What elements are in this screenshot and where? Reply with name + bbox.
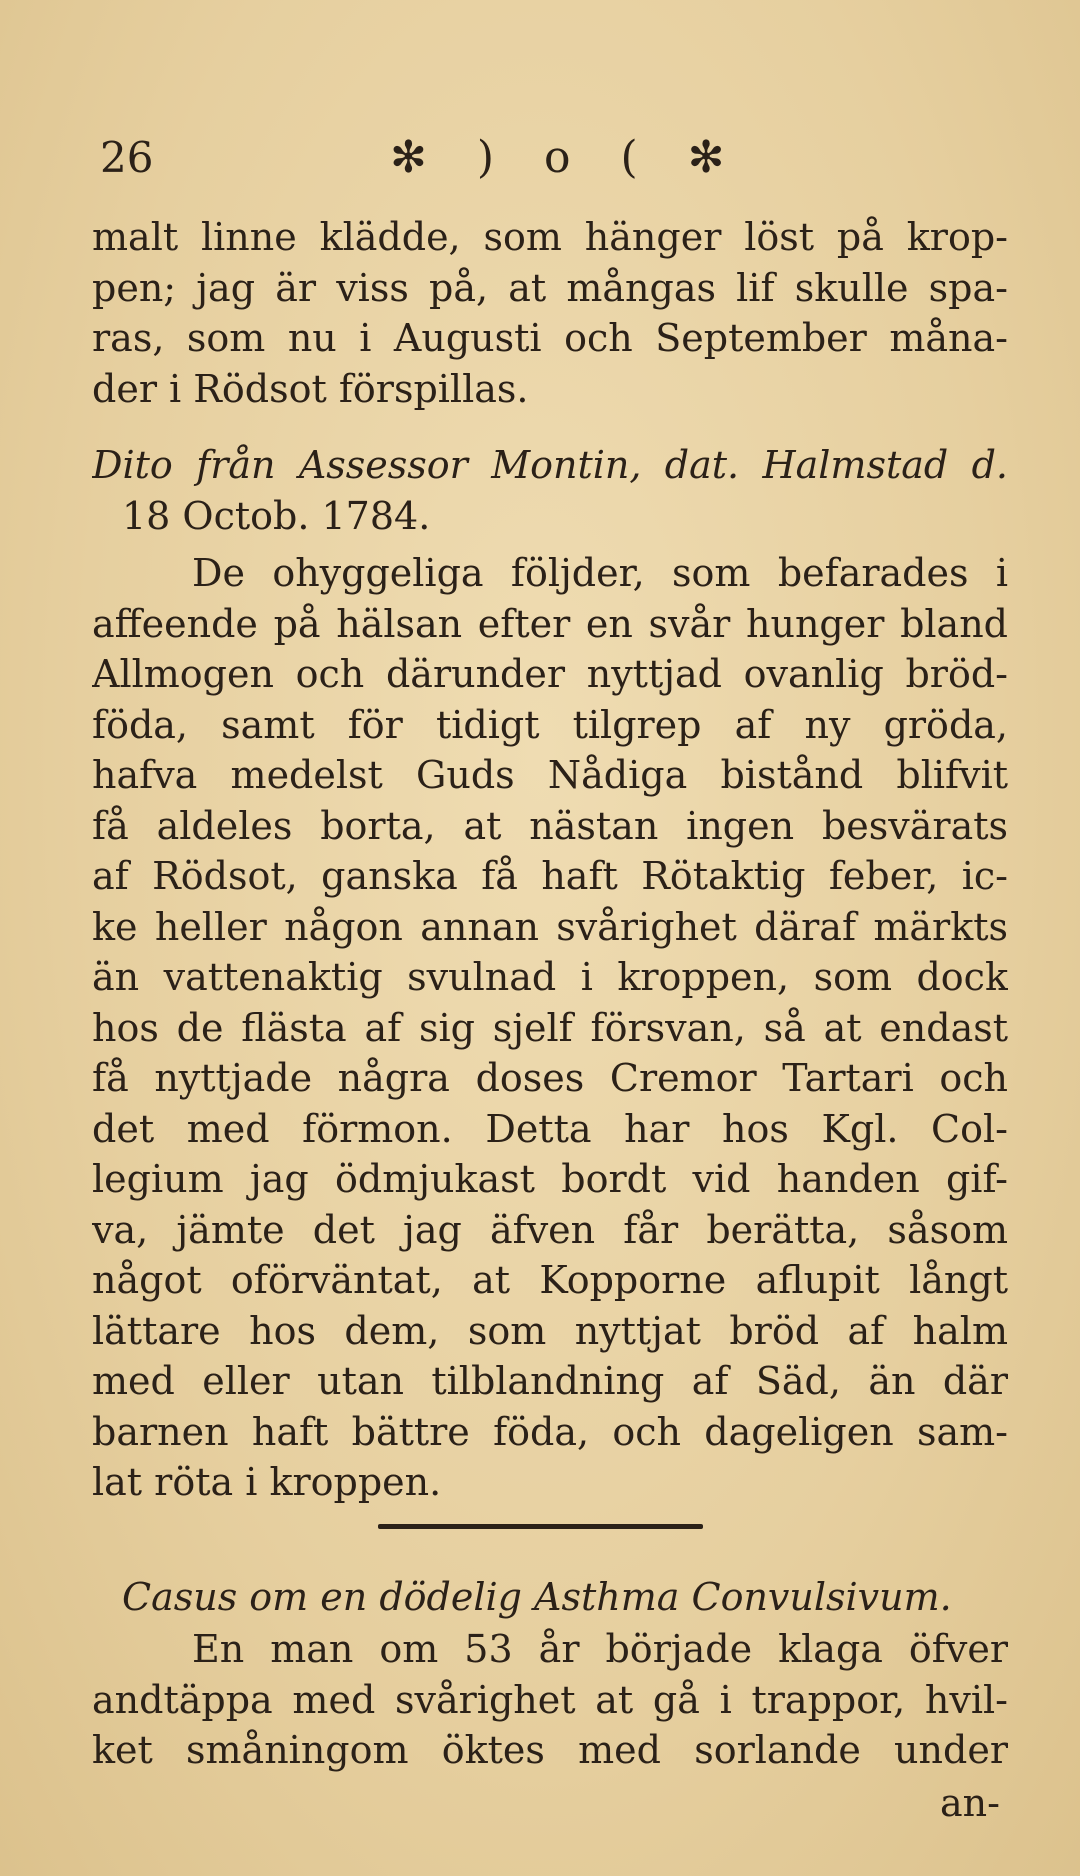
text-line: ke heller någon annan svårighet däraf märkts	[92, 904, 1008, 949]
text-line: legium jag ödmjukast bordt vid handen gif-	[92, 1157, 1008, 1201]
text-line: der i Rödsot förspillas.	[92, 366, 529, 411]
page-header	[100, 128, 1000, 188]
paragraph-continuation	[92, 212, 1008, 414]
header-ornament: ✻ ) o ( ✻	[390, 132, 743, 183]
text-line: hos de flästa af sig sjelf försvan, så at endast	[92, 1005, 1008, 1050]
text-line: det med förmon. Detta har hos Kgl. Col-	[92, 1106, 1008, 1151]
case-body	[92, 1624, 1008, 1776]
text-line: få nyttjade några doses Cremor Tartari och	[92, 1056, 1008, 1100]
page-number: 26	[100, 133, 154, 182]
text-line: af Rödsot, ganska få haft Rötaktig feber, ic-	[92, 854, 1008, 898]
letter-heading	[92, 440, 1008, 541]
case-heading-block	[92, 1572, 1008, 1623]
text-line: föda, samt för tidigt tilgrep af ny gröda,	[92, 702, 1008, 747]
heading-line: Dito från Assessor Montin, dat. Halmstad d.	[92, 443, 1008, 487]
text-line: affeende på hälsan efter en svår hunger bland	[92, 601, 1008, 646]
text-line: malt linne klädde, som hänger löst på krop-	[92, 215, 1008, 259]
text-line: med eller utan tilblandning af Säd, än där	[92, 1359, 1008, 1403]
text-line: andtäppa med svårighet at gå i trappor, hvil-	[92, 1677, 1008, 1722]
case-heading: Casus om en dödelig Asthma Convulsivum.	[122, 1575, 952, 1619]
text-line: ras, som nu i Augusti och September måna-	[92, 316, 1008, 360]
text-line: barnen haft bättre föda, och dageligen sam-	[92, 1409, 1008, 1454]
text-line: va, jämte det jag äfven får berätta, såsom	[92, 1207, 1008, 1252]
section-divider	[378, 1524, 703, 1529]
text-line: pen; jag är viss på, at mångas lif skulle spa-	[92, 265, 1008, 310]
text-line: något oförväntat, at Kopporne aflupit långt	[92, 1258, 1008, 1302]
text-line: få aldeles borta, at nästan ingen besvärats	[92, 803, 1008, 848]
text-line: lättare hos dem, som nyttjat bröd af halm	[92, 1308, 1008, 1353]
text-line: Allmogen och därunder nyttjad ovanlig bröd-	[92, 652, 1008, 696]
text-line: hafva medelst Guds Nådiga bistånd blifvit	[92, 753, 1008, 797]
text-line: lat röta i kroppen.	[92, 1460, 442, 1504]
heading-date-line: 18 Octob. 1784.	[122, 493, 431, 538]
catchword: an-	[940, 1781, 1000, 1825]
letter-body	[92, 548, 1008, 1508]
text-line: De ohyggeliga följder, som befarades i	[192, 551, 1008, 595]
text-line: än vattenaktig svulnad i kroppen, som dock	[92, 955, 1008, 999]
text-line: ket småningom öktes med sorlande under	[92, 1728, 1008, 1772]
text-line: En man om 53 år började klaga öfver	[192, 1627, 1008, 1671]
